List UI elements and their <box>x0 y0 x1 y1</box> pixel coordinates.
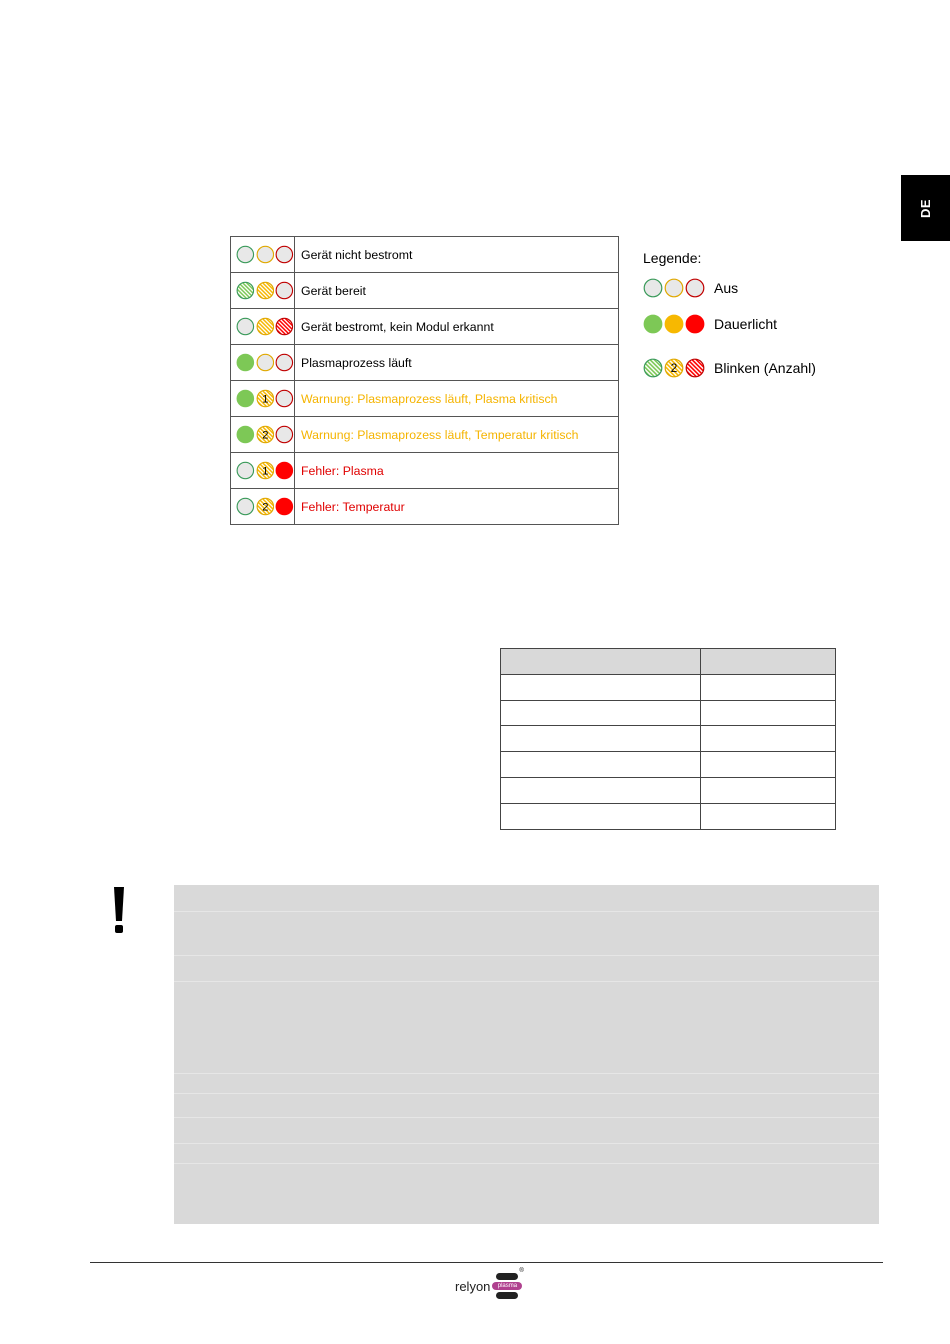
table-cell <box>701 752 836 778</box>
notice-divider <box>174 1073 879 1074</box>
table-cell <box>501 700 701 726</box>
table-cell <box>501 803 701 829</box>
table-cell <box>501 649 701 675</box>
table-row <box>501 700 836 726</box>
legend-title: Legende: <box>643 250 702 266</box>
table-header-row <box>501 649 836 675</box>
led-red-off-icon <box>275 245 294 264</box>
footer-divider <box>90 1262 883 1263</box>
led-status-table <box>230 236 619 525</box>
notice-box <box>174 885 879 1224</box>
blink-count-label: 2 <box>261 501 269 514</box>
status-description: Warnung: Plasmaprozess läuft, Plasma kritisch <box>295 381 619 417</box>
table-row <box>231 273 619 309</box>
logo-badge: plasma <box>492 1282 522 1290</box>
table-cell <box>501 674 701 700</box>
led-green-off-icon <box>236 245 255 264</box>
status-description: Fehler: Temperatur <box>295 489 619 525</box>
table-cell <box>501 777 701 803</box>
led-icons-cell <box>231 381 295 417</box>
table-cell <box>701 674 836 700</box>
table-cell <box>701 777 836 803</box>
legend-label: Dauerlicht <box>714 316 778 332</box>
table-row <box>501 777 836 803</box>
led-red-off-icon <box>275 281 294 300</box>
table-row <box>231 381 619 417</box>
led-yellow-blink-icon <box>256 425 275 444</box>
status-description: Gerät bereit <box>295 273 619 309</box>
legend-item <box>643 278 738 298</box>
status-description: Plasmaprozess läuft <box>295 345 619 381</box>
language-tab-de[interactable] <box>901 175 950 241</box>
led-green-off-icon <box>236 497 255 516</box>
table-row <box>501 674 836 700</box>
led-icons-cell <box>231 345 295 381</box>
table-cell <box>501 752 701 778</box>
legend-label: Blinken (Anzahl) <box>714 360 816 376</box>
notice-divider <box>174 1093 879 1094</box>
led-red-on-icon <box>275 497 294 516</box>
table-row <box>231 417 619 453</box>
table-row <box>231 237 619 273</box>
led-yellow-blink-icon <box>256 317 275 336</box>
notice-divider <box>174 981 879 982</box>
led-red-on-icon <box>685 314 705 334</box>
notice-divider <box>174 911 879 912</box>
empty-table <box>500 648 836 830</box>
led-yellow-off-icon <box>664 278 684 298</box>
led-icons-cell <box>231 273 295 309</box>
led-green-on-icon <box>643 314 663 334</box>
table-row <box>231 489 619 525</box>
led-yellow-on-icon <box>664 314 684 334</box>
led-red-off-icon <box>275 353 294 372</box>
led-yellow-blink-icon <box>664 358 684 378</box>
led-green-off-icon <box>236 461 255 480</box>
led-icons-cell <box>231 453 295 489</box>
led-red-blink-icon <box>685 358 705 378</box>
blink-count-label: 1 <box>261 465 269 478</box>
led-yellow-blink-icon <box>256 497 275 516</box>
registered-mark: ® <box>519 1268 524 1274</box>
led-yellow-off-icon <box>256 245 275 264</box>
led-red-off-icon <box>685 278 705 298</box>
blink-count-label: 2 <box>261 429 269 442</box>
led-green-off-icon <box>643 278 663 298</box>
status-description: Gerät bestromt, kein Modul erkannt <box>295 309 619 345</box>
led-red-on-icon <box>275 461 294 480</box>
table-cell <box>701 649 836 675</box>
logo-mark <box>492 1268 524 1301</box>
status-description: Fehler: Plasma <box>295 453 619 489</box>
table-row <box>501 803 836 829</box>
legend-item <box>643 314 777 334</box>
table-cell <box>501 726 701 752</box>
led-icons-cell <box>231 237 295 273</box>
blink-count-label: 1 <box>261 393 269 406</box>
led-icons-cell <box>231 417 295 453</box>
legend-label: Aus <box>714 280 739 296</box>
led-green-on-icon <box>236 353 255 372</box>
table-row <box>231 453 619 489</box>
led-legend <box>643 250 843 376</box>
led-yellow-off-icon <box>256 353 275 372</box>
led-icons-cell <box>231 489 295 525</box>
status-description: Gerät nicht bestromt <box>295 237 619 273</box>
led-green-on-icon <box>236 425 255 444</box>
led-yellow-blink-icon <box>256 389 275 408</box>
led-green-on-icon <box>236 389 255 408</box>
status-description: Warnung: Plasmaprozess läuft, Temperatur kritisch <box>295 417 619 453</box>
table-row <box>501 726 836 752</box>
led-red-off-icon <box>275 389 294 408</box>
table-row <box>231 345 619 381</box>
exclamation-icon <box>112 887 126 935</box>
table-cell <box>701 726 836 752</box>
led-green-blink-icon <box>643 358 663 378</box>
table-row <box>231 309 619 345</box>
led-green-off-icon <box>236 317 255 336</box>
led-yellow-blink-icon <box>256 281 275 300</box>
led-yellow-blink-icon <box>256 461 275 480</box>
led-green-blink-icon <box>236 281 255 300</box>
relyon-logo <box>455 1268 524 1301</box>
notice-divider <box>174 1163 879 1164</box>
notice-divider <box>174 1143 879 1144</box>
led-red-off-icon <box>275 425 294 444</box>
led-icons-cell <box>231 309 295 345</box>
table-row <box>501 752 836 778</box>
notice-divider <box>174 1117 879 1118</box>
table-cell <box>701 700 836 726</box>
notice-divider <box>174 955 879 956</box>
logo-wordmark: relyon <box>455 1278 491 1294</box>
led-red-blink-icon <box>275 317 294 336</box>
language-tab-label: DE <box>918 198 933 218</box>
blink-count-label: 2 <box>670 361 678 376</box>
table-cell <box>701 803 836 829</box>
legend-item <box>643 358 816 378</box>
